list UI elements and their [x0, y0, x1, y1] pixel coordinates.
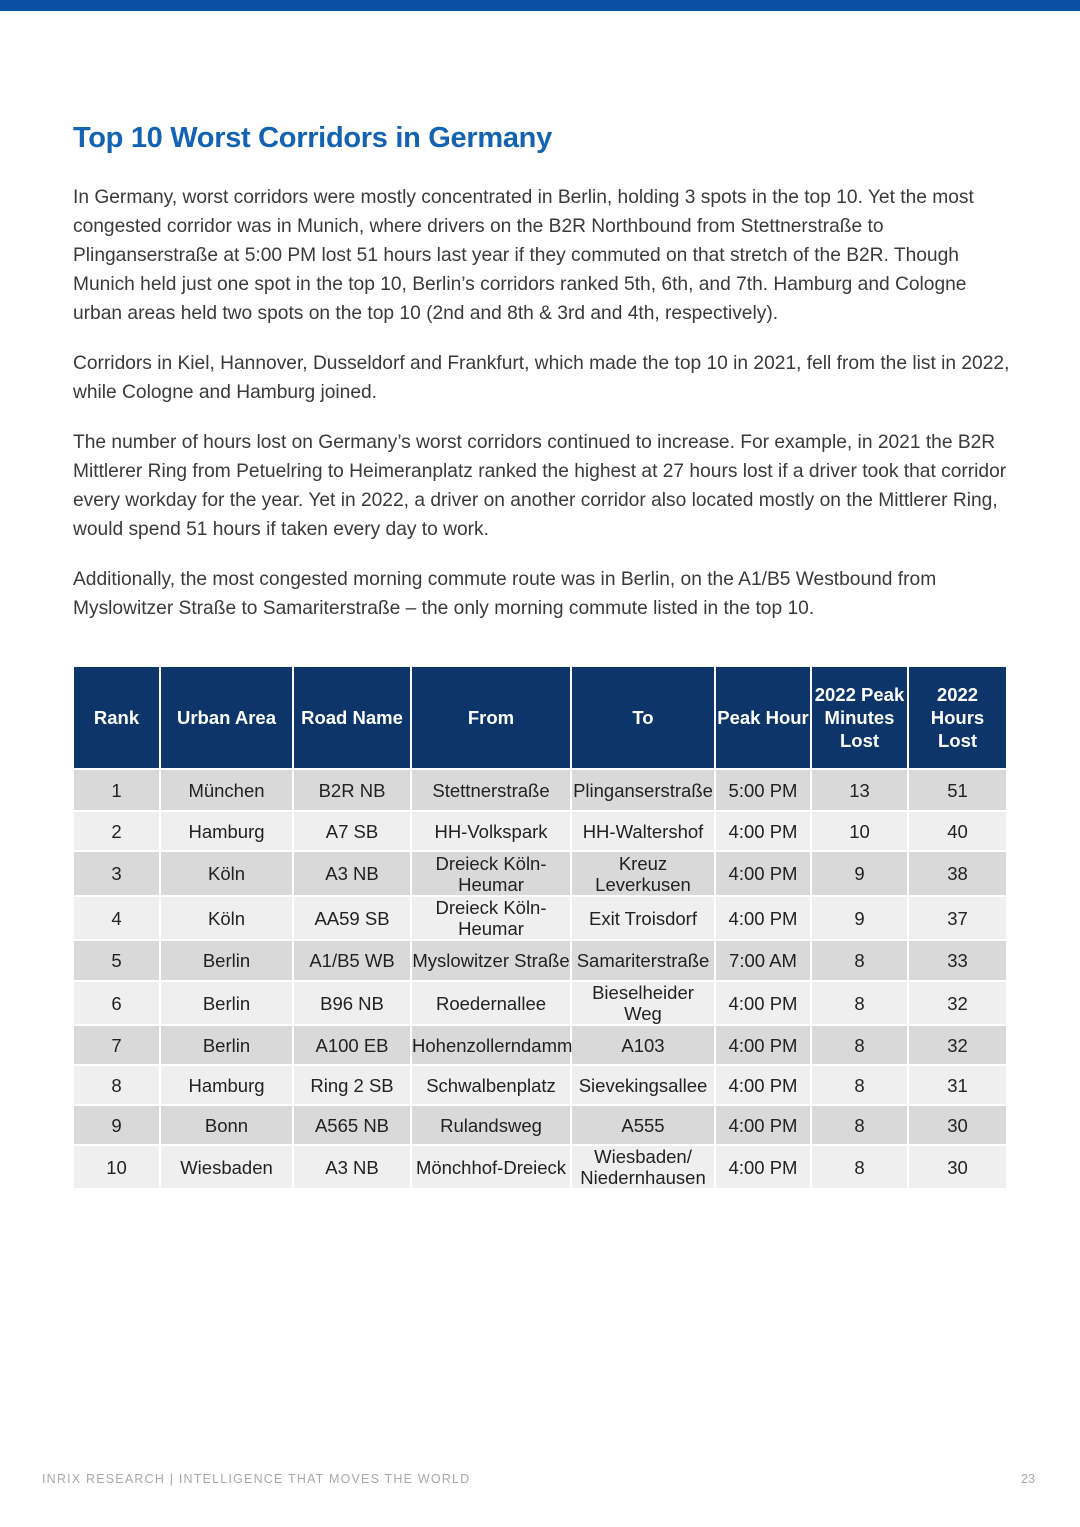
- table-cell: 7: [73, 1025, 160, 1065]
- body-text: [73, 183, 1013, 644]
- table-cell: Kreuz Leverkusen: [571, 851, 715, 896]
- table-cell: A103: [571, 1025, 715, 1065]
- table-cell: 51: [908, 769, 1007, 811]
- table-cell: 10: [73, 1145, 160, 1189]
- table-row: [73, 981, 1007, 1025]
- table-cell: 9: [811, 851, 908, 896]
- table-cell: 4:00 PM: [715, 851, 811, 896]
- table-row: [73, 851, 1007, 896]
- table-cell: 32: [908, 981, 1007, 1025]
- corridors-table: [72, 665, 1008, 1190]
- table-cell: 4:00 PM: [715, 1145, 811, 1189]
- table-cell: Plinganserstraße: [571, 769, 715, 811]
- table-cell: Rulandsweg: [411, 1105, 571, 1145]
- table-cell: 4:00 PM: [715, 1025, 811, 1065]
- table-cell: 30: [908, 1105, 1007, 1145]
- column-header: 2022 Peak Minutes Lost: [811, 666, 908, 769]
- column-header: Urban Area: [160, 666, 293, 769]
- table-cell: 1: [73, 769, 160, 811]
- table-cell: Hamburg: [160, 1065, 293, 1105]
- table-cell: A1/B5 WB: [293, 940, 411, 981]
- table-cell: HH-Waltershof: [571, 811, 715, 851]
- top-accent-bar: [0, 0, 1080, 11]
- table-cell: 40: [908, 811, 1007, 851]
- table-cell: 4:00 PM: [715, 811, 811, 851]
- table-cell: Wiesbaden: [160, 1145, 293, 1189]
- table-row: [73, 1145, 1007, 1189]
- table-cell: 30: [908, 1145, 1007, 1189]
- table-cell: A3 NB: [293, 851, 411, 896]
- table-cell: Bonn: [160, 1105, 293, 1145]
- table-cell: 4:00 PM: [715, 1105, 811, 1145]
- table-cell: Dreieck Köln-Heumar: [411, 896, 571, 940]
- table-cell: Ring 2 SB: [293, 1065, 411, 1105]
- table-cell: B96 NB: [293, 981, 411, 1025]
- table-cell: 8: [811, 1145, 908, 1189]
- page-title: Top 10 Worst Corridors in Germany: [73, 122, 552, 154]
- table-cell: Exit Troisdorf: [571, 896, 715, 940]
- table-cell: 38: [908, 851, 1007, 896]
- table-cell: 5: [73, 940, 160, 981]
- table-cell: Berlin: [160, 940, 293, 981]
- table-cell: A555: [571, 1105, 715, 1145]
- table-cell: 2: [73, 811, 160, 851]
- paragraph: In Germany, worst corridors were mostly concentrated in Berlin, holding 3 spots in the top 10. Yet the most congested corridor was in Munich, where drivers on the B2R Northbound from Stettnerstraße to Plinganserstraße at 5:00 PM lost 51 hours last year if they commuted on that stretch of the B2R. Though Munich held just one spot in the top 10, Berlin’s corridors ranked 5th, 6th, and 7th. Hamburg and Cologne urban areas held two spots on the top 10 (2nd and 8th & 3rd and 4th, respectively).: [73, 187, 974, 324]
- table-cell: 8: [811, 940, 908, 981]
- table-row: [73, 811, 1007, 851]
- page-number: 23: [1021, 1472, 1035, 1486]
- table-cell: 8: [73, 1065, 160, 1105]
- table-cell: Berlin: [160, 1025, 293, 1065]
- table-cell: 33: [908, 940, 1007, 981]
- table-cell: HH-Volkspark: [411, 811, 571, 851]
- table-cell: A7 SB: [293, 811, 411, 851]
- table-cell: 13: [811, 769, 908, 811]
- table-row: [73, 896, 1007, 940]
- column-header: To: [571, 666, 715, 769]
- table-cell: 5:00 PM: [715, 769, 811, 811]
- table-cell: Hamburg: [160, 811, 293, 851]
- table-row: [73, 1025, 1007, 1065]
- footer-text: INRIX RESEARCH | INTELLIGENCE THAT MOVES THE WORLD: [42, 1472, 471, 1486]
- paragraph: Corridors in Kiel, Hannover, Dusseldorf and Frankfurt, which made the top 10 in 2021, fell from the list in 2022, while Cologne and Hamburg joined.: [73, 353, 1010, 403]
- table-cell: 4:00 PM: [715, 981, 811, 1025]
- table-cell: Berlin: [160, 981, 293, 1025]
- table-cell: 8: [811, 1025, 908, 1065]
- table-cell: 32: [908, 1025, 1007, 1065]
- table-cell: AA59 SB: [293, 896, 411, 940]
- table-cell: A565 NB: [293, 1105, 411, 1145]
- table-cell: 4: [73, 896, 160, 940]
- table-cell: Roedernallee: [411, 981, 571, 1025]
- table-cell: Sievekingsallee: [571, 1065, 715, 1105]
- table-cell: München: [160, 769, 293, 811]
- table-cell: 10: [811, 811, 908, 851]
- table-cell: 6: [73, 981, 160, 1025]
- table-cell: Samariterstraße: [571, 940, 715, 981]
- table-cell: 3: [73, 851, 160, 896]
- table-row: [73, 1065, 1007, 1105]
- table-cell: 8: [811, 1105, 908, 1145]
- table-cell: Myslowitzer Straße: [411, 940, 571, 981]
- table-cell: Stettnerstraße: [411, 769, 571, 811]
- table-cell: A100 EB: [293, 1025, 411, 1065]
- column-header: Road Name: [293, 666, 411, 769]
- table-cell: Hohenzollerndamm: [411, 1025, 571, 1065]
- table-cell: Mönchhof-Dreieck: [411, 1145, 571, 1189]
- table-cell: Köln: [160, 851, 293, 896]
- table-cell: Bieselheider Weg: [571, 981, 715, 1025]
- table-cell: Wiesbaden/ Niedernhausen: [571, 1145, 715, 1189]
- table-row: [73, 769, 1007, 811]
- paragraph: Additionally, the most congested morning commute route was in Berlin, on the A1/B5 Westbound from Myslowitzer Straße to Samariterstraße – the only morning commute listed in the top 10.: [73, 569, 937, 619]
- table-cell: 4:00 PM: [715, 896, 811, 940]
- table-cell: 8: [811, 981, 908, 1025]
- table-cell: 8: [811, 1065, 908, 1105]
- table-cell: A3 NB: [293, 1145, 411, 1189]
- column-header: Peak Hour: [715, 666, 811, 769]
- table-cell: 9: [73, 1105, 160, 1145]
- column-header: From: [411, 666, 571, 769]
- table-row: [73, 940, 1007, 981]
- table-cell: 37: [908, 896, 1007, 940]
- table-row: [73, 1105, 1007, 1145]
- table-cell: 4:00 PM: [715, 1065, 811, 1105]
- table-cell: Dreieck Köln-Heumar: [411, 851, 571, 896]
- table-cell: B2R NB: [293, 769, 411, 811]
- table-cell: 31: [908, 1065, 1007, 1105]
- table-cell: Schwalbenplatz: [411, 1065, 571, 1105]
- column-header: Rank: [73, 666, 160, 769]
- table-cell: Köln: [160, 896, 293, 940]
- table-cell: 7:00 AM: [715, 940, 811, 981]
- table-cell: 9: [811, 896, 908, 940]
- column-header: 2022 Hours Lost: [908, 666, 1007, 769]
- paragraph: The number of hours lost on Germany’s worst corridors continued to increase. For example, in 2021 the B2R Mittlerer Ring from Petuelring to Heimeranplatz ranked the highest at 27 hours lost if a driver took that corridor every workday for the year. Yet in 2022, a driver on another corridor also located mostly on the Mittlerer Ring, would spend 51 hours if taken every day to work.: [73, 432, 1007, 540]
- table-header-row: [73, 666, 1007, 769]
